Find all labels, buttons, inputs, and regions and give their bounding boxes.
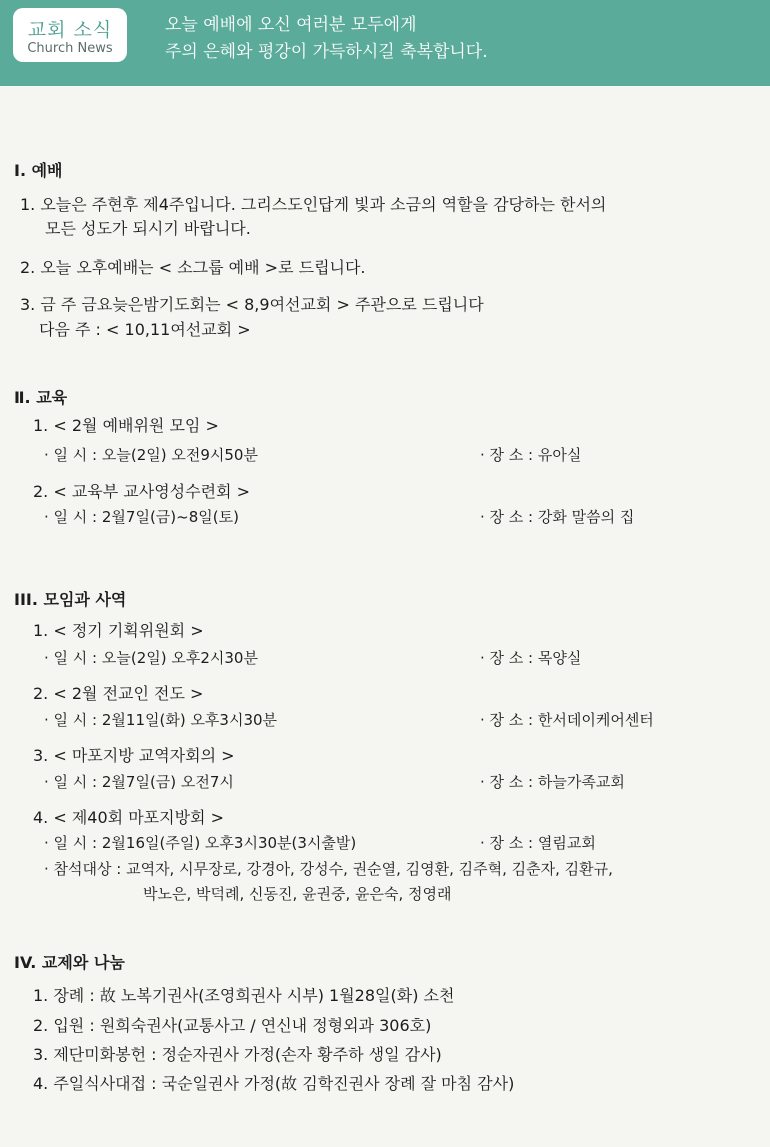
meetings-item-3-date: · 일 시 : 2월7일(금) 오전7시 — [44, 773, 234, 791]
education-item-1-date: · 일 시 : 오늘(2일) 오전9시50분 — [44, 446, 258, 464]
section-title-meetings: III. 모임과 사역 — [14, 590, 127, 609]
fellowship-item-1: 1. 장례 : 故 노복기권사(조영희권사 시부) 1월28일(화) 소천 — [33, 986, 455, 1005]
meetings-item-2-date: · 일 시 : 2월11일(화) 오후3시30분 — [44, 711, 278, 729]
meetings-item-3-place: · 장 소 : 하늘가족교회 — [480, 773, 625, 791]
section-title-worship: Ⅰ. 예배 — [14, 161, 63, 180]
meetings-item-4-date: · 일 시 : 2월16일(주일) 오후3시30분(3시출발) — [44, 834, 357, 852]
fellowship-item-2: 2. 입원 : 원희숙권사(교통사고 / 연신내 정형외과 306호) — [33, 1016, 432, 1035]
worship-item-3-line-2: 다음 주 : < 10,11여선교회 > — [39, 320, 251, 339]
meetings-item-4-place: · 장 소 : 열림교회 — [480, 834, 596, 852]
meetings-item-4-attendees-line-1: · 참석대상 : 교역자, 시무장로, 강경아, 강성수, 권순열, 김영환, 김주혁, 김춘자, 김환규, — [44, 860, 613, 878]
badge-subtitle: Church News — [27, 41, 113, 56]
education-item-2-title: 2. < 교육부 교사영성수련회 > — [33, 482, 250, 501]
education-item-1-title: 1. < 2월 예배위원 모임 > — [33, 416, 219, 435]
meetings-item-2-place: · 장 소 : 한서데이케어센터 — [480, 711, 654, 729]
worship-item-1-line-2: 모든 성도가 되시기 바랍니다. — [45, 219, 251, 238]
section-title-education: Ⅱ. 교육 — [14, 388, 68, 407]
meetings-item-1-place: · 장 소 : 목양실 — [480, 649, 582, 667]
worship-item-3-line-1: 3. 금 주 금요늦은밤기도회는 < 8,9여선교회 > 주관으로 드립니다 — [20, 295, 484, 314]
greeting-line-2: 주의 은혜와 평강이 가득하시길 축복합니다. — [165, 42, 488, 62]
fellowship-item-4: 4. 주일식사대접 : 국순일권사 가정(故 김학진권사 장례 잘 마침 감사) — [33, 1074, 515, 1093]
meetings-item-4-attendees-line-2: 박노은, 박덕례, 신동진, 윤권중, 윤은숙, 정영래 — [143, 885, 452, 903]
meetings-item-4-title: 4. < 제40회 마포지방회 > — [33, 808, 224, 827]
section-title-fellowship: IV. 교제와 나눔 — [14, 953, 125, 972]
church-news-badge — [13, 8, 127, 62]
meetings-item-1-date: · 일 시 : 오늘(2일) 오후2시30분 — [44, 649, 258, 667]
greeting-line-1: 오늘 예배에 오신 여러분 모두에게 — [165, 15, 417, 35]
education-item-2-place: · 장 소 : 강화 말씀의 집 — [480, 508, 635, 526]
education-item-1-place: · 장 소 : 유아실 — [480, 446, 582, 464]
badge-title: 교회 소식 — [27, 19, 113, 41]
worship-item-1-line-1: 1. 오늘은 주현후 제4주입니다. 그리스도인답게 빛과 소금의 역할을 감당하는 한서의 — [20, 195, 607, 214]
meetings-item-2-title: 2. < 2월 전교인 전도 > — [33, 684, 204, 703]
education-item-2-date: · 일 시 : 2월7일(금)~8일(토) — [44, 508, 239, 526]
meetings-item-1-title: 1. < 정기 기획위원회 > — [33, 621, 204, 640]
meetings-item-3-title: 3. < 마포지방 교역자회의 > — [33, 746, 235, 765]
fellowship-item-3: 3. 제단미화봉헌 : 정순자권사 가정(손자 황주하 생일 감사) — [33, 1045, 442, 1064]
worship-item-2: 2. 오늘 오후예배는 < 소그룹 예배 >로 드립니다. — [20, 258, 366, 277]
header-banner — [0, 0, 770, 86]
